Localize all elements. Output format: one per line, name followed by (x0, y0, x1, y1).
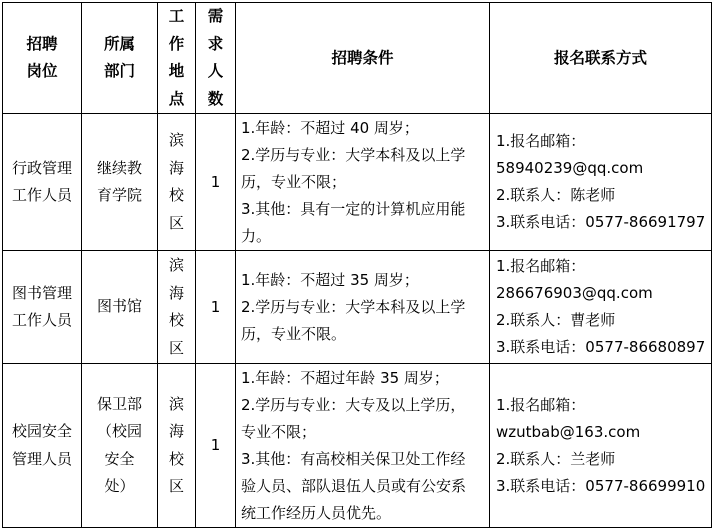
location-char: 区 (168, 477, 184, 495)
location-char: 校 (168, 449, 184, 468)
header-row (3, 3, 712, 114)
table-row (3, 364, 712, 528)
location-char: 滨 (168, 131, 184, 149)
department-line: （校园 (96, 422, 142, 440)
location-char: 海 (168, 158, 184, 177)
requirement-line: 专业不限； (241, 422, 317, 441)
table-row (3, 114, 712, 251)
count-cell: 1 (196, 364, 236, 528)
requirements-cell (236, 364, 490, 528)
header-location-char: 点 (168, 89, 185, 108)
header-location-char: 地 (168, 62, 185, 80)
requirement-line: 统工作经历人员优先。 (241, 503, 392, 522)
department-line: 育学院 (96, 186, 142, 204)
location-char: 区 (168, 338, 184, 357)
recruitment-table (2, 2, 712, 528)
contact-email-label: 1.报名邮箱： (496, 132, 586, 150)
requirements-cell (236, 251, 490, 364)
location-char: 海 (168, 283, 184, 302)
contact-person: 2.联系人：陈老师 (496, 186, 616, 204)
count-cell: 1 (196, 114, 236, 251)
contact-email: 286676903@qq.com (496, 284, 653, 302)
department-line: 安全 (104, 449, 135, 468)
header-count-char: 求 (207, 34, 224, 53)
requirement-line: 力。 (241, 226, 272, 245)
contact-phone: 3.联系电话：0577-86699910 (496, 476, 706, 495)
requirement-line: 1.年龄：不超过年龄 35 周岁； (241, 368, 449, 387)
requirement-line: 3.其他：有高校相关保卫处工作经 (241, 449, 466, 468)
contact-person: 2.联系人：曹老师 (496, 311, 616, 329)
header-department-line: 部门 (103, 62, 135, 80)
header-contact: 报名联系方式 (490, 3, 712, 114)
position-cell (3, 251, 82, 364)
requirement-line: 历，专业不限。 (241, 324, 347, 343)
position-line: 管理人员 (11, 449, 72, 468)
header-count-char: 需 (207, 7, 224, 25)
requirement-line: 3.其他：具有一定的计算机应用能 (241, 199, 466, 218)
location-cell (158, 114, 196, 251)
position-line: 校园安全 (11, 422, 72, 440)
table-row (3, 251, 712, 364)
count-cell: 1 (196, 251, 236, 364)
department-cell (82, 251, 158, 364)
header-count-char: 数 (207, 89, 224, 108)
requirement-line: 2.学历与专业：大学本科及以上学 (241, 297, 466, 316)
contact-person: 2.联系人：兰老师 (496, 449, 616, 468)
location-char: 滨 (168, 394, 184, 413)
header-count (196, 3, 236, 114)
position-cell (3, 364, 82, 528)
header-count-char: 人 (207, 62, 224, 80)
requirement-line: 2.学历与专业：大专及以上学历， (241, 395, 466, 414)
header-location-char: 工 (168, 7, 185, 25)
contact-email-label: 1.报名邮箱： (496, 395, 586, 414)
requirement-line: 历，专业不限； (241, 172, 347, 191)
location-cell (158, 251, 196, 364)
contact-email-label: 1.报名邮箱： (496, 257, 586, 275)
header-position-line: 岗位 (26, 62, 58, 80)
position-line: 行政管理 (11, 158, 72, 177)
location-char: 校 (168, 186, 184, 204)
requirement-line: 验人员、部队退伍人员或有公安系 (241, 476, 467, 495)
department-line: 图书馆 (96, 297, 142, 316)
header-location (158, 3, 196, 114)
position-line: 工作人员 (11, 311, 72, 329)
header-position-line: 招聘 (26, 34, 58, 53)
requirement-line: 1.年龄：不超过 40 周岁； (241, 118, 419, 137)
location-char: 区 (168, 213, 184, 232)
header-department-line: 所属 (103, 34, 135, 53)
location-char: 校 (168, 311, 184, 329)
contact-email: 58940239@qq.com (496, 159, 644, 177)
contact-phone: 3.联系电话：0577-86680897 (496, 338, 706, 356)
location-cell (158, 364, 196, 528)
header-requirements: 招聘条件 (236, 3, 490, 114)
header-department (82, 3, 158, 114)
position-cell (3, 114, 82, 251)
department-cell (82, 364, 158, 528)
department-line: 处） (104, 477, 135, 495)
location-char: 滨 (168, 256, 184, 274)
contact-email: wzutbab@163.com (496, 422, 641, 441)
position-line: 工作人员 (11, 186, 72, 204)
department-line: 保卫部 (96, 394, 142, 413)
header-position (3, 3, 82, 114)
header-location-char: 作 (168, 34, 185, 53)
requirements-cell (236, 114, 490, 251)
contact-cell (490, 114, 712, 251)
contact-cell (490, 251, 712, 364)
position-line: 图书管理 (11, 283, 72, 302)
contact-cell (490, 364, 712, 528)
requirement-line: 1.年龄：不超过 35 周岁； (241, 270, 419, 289)
location-char: 海 (168, 422, 184, 440)
contact-phone: 3.联系电话：0577-86691797 (496, 213, 706, 231)
department-cell (82, 114, 158, 251)
department-line: 继续教 (96, 158, 142, 177)
requirement-line: 2.学历与专业：大学本科及以上学 (241, 145, 466, 164)
